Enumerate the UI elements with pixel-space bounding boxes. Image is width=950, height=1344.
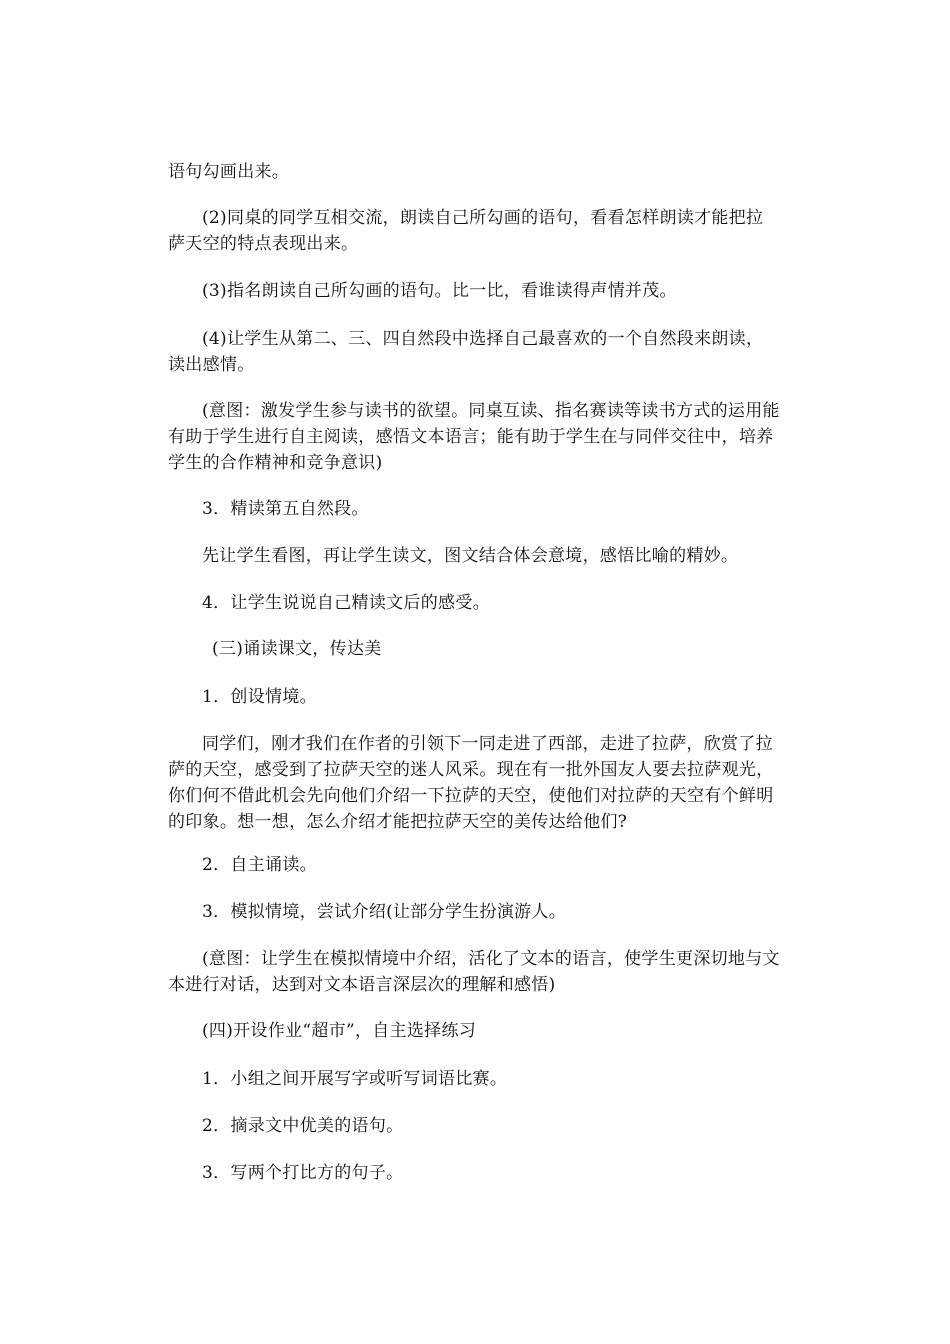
list-item-3: 3．写两个打比方的句子。 (202, 1163, 404, 1183)
paragraph-step-4: (4)让学生从第二、三、四自然段中选择自己最喜欢的一个自然段来朗读，读出感情。 (168, 329, 764, 375)
paragraph-section-3: 3．精读第五自然段。 (202, 499, 369, 519)
heading-part-4: (四)开设作业“超市”，自主选择练习 (202, 1021, 477, 1041)
paragraph-continuation: 语句勾画出来。 (168, 162, 290, 182)
paragraph-section-4: 4．让学生说说自己精读文后的感受。 (202, 593, 490, 613)
paragraph-create-scene: 1．创设情境。 (202, 687, 317, 707)
list-item-1: 1．小组之间开展写字或听写词语比赛。 (202, 1069, 508, 1089)
paragraph-self-recite: 2．自主诵读。 (202, 855, 317, 875)
paragraph-step-2: (2)同桌的同学互相交流，朗读自己所勾画的语句，看看怎样朗读才能把拉萨天空的特点表现出来。 (168, 208, 764, 254)
paragraph-students-intro: 同学们，刚才我们在作者的引领下一同走进了西部，走进了拉萨，欣赏了拉萨的天空，感受到了拉萨天空的迷人风采。现在有一批外国友人要去拉萨观光，你们何不借此机会先向他们介绍一下拉萨的天空，使他们对拉萨的天空有个鲜明的印象。想一想，怎么介绍才能把拉萨天空的美传达给他们? (168, 734, 774, 832)
paragraph-intent-2: (意图：让学生在模拟情境中介绍，活化了文本的语言，使学生更深切地与文本进行对话，达到对文本语言深层次的理解和感悟) (168, 949, 780, 995)
paragraph-intent-1: (意图：激发学生参与读书的欲望。同桌互读、指名赛读等读书方式的运用能有助于学生进行自主阅读，感悟文本语言；能有助于学生在与同伴交往中，培养学生的合作精神和竞争意识) (168, 401, 780, 473)
paragraph-simulate: 3．模拟情境，尝试介绍(让部分学生扮演游人。 (202, 902, 567, 922)
paragraph-read-image: 先让学生看图，再让学生读文，图文结合体会意境，感悟比喻的精妙。 (202, 546, 739, 566)
list-item-2: 2．摘录文中优美的语句。 (202, 1116, 404, 1136)
paragraph-step-3: (3)指名朗读自己所勾画的语句。比一比，看谁读得声情并茂。 (202, 281, 677, 301)
heading-part-3: (三)诵读课文，传达美 (212, 639, 382, 659)
